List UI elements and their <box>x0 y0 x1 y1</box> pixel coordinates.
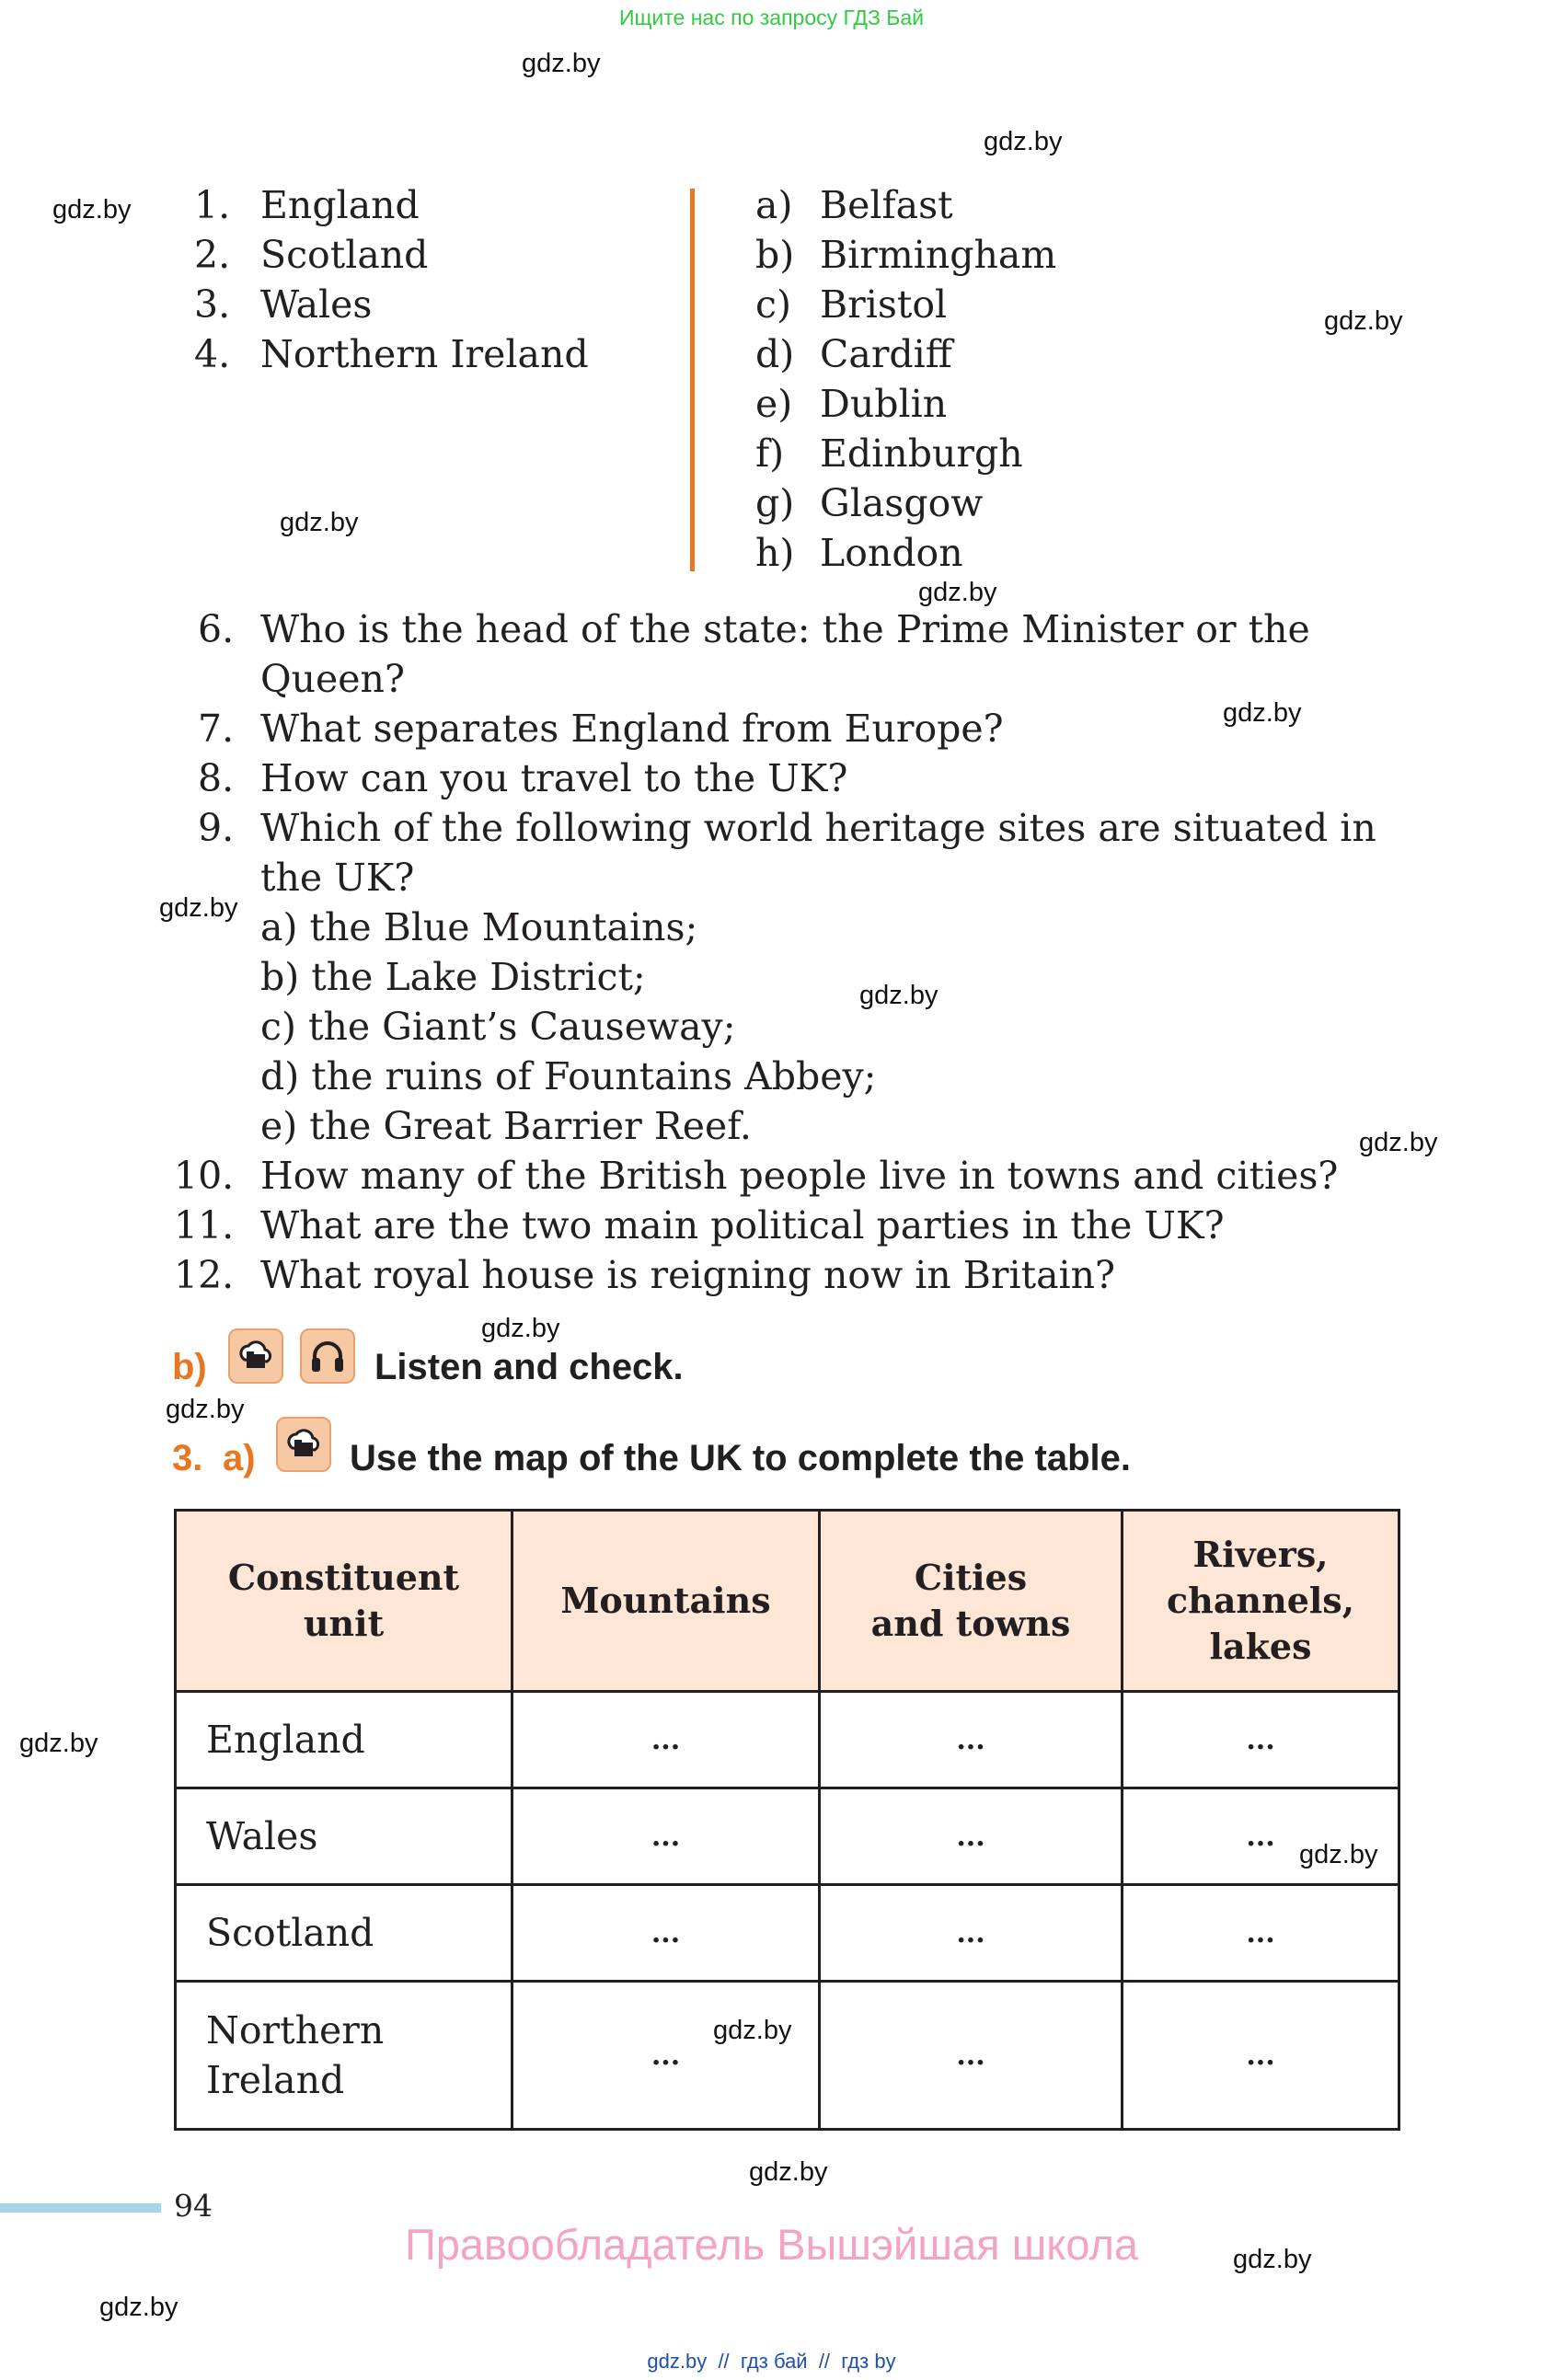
country-item <box>194 282 372 327</box>
country-item <box>194 233 428 277</box>
watermark: gdz.by <box>99 2293 178 2322</box>
header-constituent-unit: Constituent unit <box>176 1511 512 1692</box>
table-row <box>176 1885 1399 1982</box>
question-number: 10. <box>174 1154 235 1198</box>
watermark: gdz.by <box>984 127 1063 156</box>
city-letter: f) <box>755 431 785 476</box>
city-name: Cardiff <box>820 332 952 376</box>
city-item <box>755 282 947 327</box>
question-number: 6. <box>198 607 235 651</box>
uk-table <box>174 1509 1400 2131</box>
city-name: Belfast <box>820 183 953 227</box>
watermark: gdz.by <box>522 49 601 78</box>
top-banner[interactable]: Ищите нас по запросу ГДЗ Бай <box>618 6 925 29</box>
watermark: gdz.by <box>1233 2245 1312 2274</box>
site-item: e) the Great Barrier Reef. <box>260 1104 752 1148</box>
city-name: London <box>820 531 963 575</box>
site-item: b) the Lake District; <box>260 955 646 999</box>
rivers-cell[interactable]: ... <box>1123 1982 1399 2130</box>
country-number: 2. <box>194 233 231 277</box>
city-name: Dublin <box>820 382 948 426</box>
footer-bar <box>0 2203 161 2213</box>
column-divider <box>690 189 695 571</box>
cities-cell[interactable]: ... <box>820 1982 1123 2130</box>
city-name: Birmingham <box>820 233 1057 277</box>
country-number: 3. <box>194 282 231 327</box>
mountains-cell[interactable]: ... <box>512 1885 820 1982</box>
city-letter: e) <box>755 382 793 426</box>
city-item <box>755 183 953 227</box>
table-row <box>176 1788 1399 1885</box>
watermark: gdz.by <box>19 1729 98 1758</box>
watermark: gdz.by <box>166 1395 245 1424</box>
city-item <box>755 382 947 426</box>
unit-cell: Wales <box>176 1788 512 1885</box>
question-item <box>198 707 1004 751</box>
city-letter: g) <box>755 481 795 525</box>
question-text: the UK? <box>260 856 415 900</box>
watermark: gdz.by <box>1324 306 1403 336</box>
question-continuation <box>260 657 405 701</box>
header-cities: Cities and towns <box>820 1511 1123 1692</box>
watermark: gdz.by <box>280 508 359 537</box>
task-3-label: a) <box>223 1438 256 1478</box>
mountains-cell[interactable]: ... <box>512 1692 820 1788</box>
question-text: Queen? <box>260 657 405 701</box>
country-name: Wales <box>260 282 373 327</box>
question-text: What are the two main political parties in the UK? <box>260 1203 1225 1247</box>
question-item <box>174 1203 1225 1247</box>
question-text: What separates England from Europe? <box>260 707 1004 751</box>
watermark: gdz.by <box>918 578 997 607</box>
watermark: gdz.by <box>713 2016 792 2045</box>
city-item <box>755 332 952 376</box>
site-item: c) the Giant’s Causeway; <box>260 1005 736 1049</box>
task-b-instruction: Listen and check. <box>374 1347 684 1387</box>
table-row <box>176 1692 1399 1788</box>
rivers-cell[interactable]: ... <box>1123 1885 1399 1982</box>
watermark: gdz.by <box>859 981 938 1010</box>
country-name: Scotland <box>260 233 429 277</box>
task-3-instruction: Use the map of the UK to complete the table. <box>350 1438 1132 1478</box>
table-header-row <box>176 1511 1399 1692</box>
city-letter: b) <box>755 233 795 277</box>
table-row <box>176 1982 1399 2130</box>
unit-cell: Northern Ireland <box>176 1982 512 2130</box>
city-name: Edinburgh <box>820 431 1023 476</box>
city-name: Glasgow <box>820 481 984 525</box>
rivers-cell[interactable]: ... <box>1123 1788 1399 1885</box>
watermark: gdz.by <box>52 195 132 224</box>
country-item <box>194 332 589 376</box>
watermark: gdz.by <box>481 1314 560 1343</box>
city-letter: h) <box>755 531 795 575</box>
question-text: What royal house is reigning now in Britain? <box>260 1253 1116 1297</box>
question-text: How can you travel to the UK? <box>260 756 848 800</box>
city-item <box>755 431 1023 476</box>
page-number: 94 <box>174 2188 213 2224</box>
question-item <box>174 1154 1338 1198</box>
city-name: Bristol <box>820 282 948 327</box>
watermark: gdz.by <box>1223 698 1302 728</box>
question-text: How many of the British people live in towns and cities? <box>260 1154 1339 1198</box>
question-item <box>198 607 1310 651</box>
question-number: 9. <box>198 806 235 850</box>
city-item <box>755 481 983 525</box>
headphones-icon[interactable] <box>300 1328 355 1384</box>
cities-cell[interactable]: ... <box>820 1692 1123 1788</box>
cloud-folder-icon[interactable] <box>228 1328 283 1384</box>
cities-cell[interactable]: ... <box>820 1788 1123 1885</box>
question-continuation <box>260 856 414 900</box>
country-number: 1. <box>194 183 231 227</box>
watermark: gdz.by <box>1359 1128 1438 1157</box>
unit-cell: England <box>176 1692 512 1788</box>
question-number: 12. <box>174 1253 235 1297</box>
cloud-folder-icon[interactable] <box>276 1417 331 1472</box>
question-number: 8. <box>198 756 235 800</box>
country-name: Northern Ireland <box>260 332 589 376</box>
question-item <box>174 1253 1115 1297</box>
mountains-cell[interactable]: ... <box>512 1982 820 2130</box>
cities-cell[interactable]: ... <box>820 1885 1123 1982</box>
site-item: d) the ruins of Fountains Abbey; <box>260 1054 877 1098</box>
city-item <box>755 233 1056 277</box>
task-b-label: b) <box>172 1347 207 1387</box>
watermark: gdz.by <box>749 2157 828 2187</box>
mountains-cell[interactable]: ... <box>512 1788 820 1885</box>
question-number: 11. <box>174 1203 235 1247</box>
watermark: gdz.by <box>1299 1840 1378 1869</box>
header-mountains: Mountains <box>512 1511 820 1692</box>
question-item <box>198 806 1376 850</box>
city-letter: a) <box>755 183 793 227</box>
site-item: a) the Blue Mountains; <box>260 905 698 949</box>
unit-cell: Scotland <box>176 1885 512 1982</box>
bottom-links[interactable]: gdz.by // гдз бай // гдз by <box>647 2350 896 2373</box>
task-number: 3. <box>172 1438 203 1478</box>
city-letter: d) <box>755 332 795 376</box>
city-item <box>755 531 963 575</box>
country-number: 4. <box>194 332 231 376</box>
watermark: gdz.by <box>159 893 238 923</box>
question-text: Who is the head of the state: the Prime Minister or the <box>260 607 1310 651</box>
city-letter: c) <box>755 282 791 327</box>
country-name: England <box>260 183 420 227</box>
question-number: 7. <box>198 707 235 751</box>
question-item <box>198 756 847 800</box>
header-rivers: Rivers, channels, lakes <box>1123 1511 1399 1692</box>
rivers-cell[interactable]: ... <box>1123 1692 1399 1788</box>
copyright-notice: Правообладатель Вышэйшая школа <box>404 2220 1139 2269</box>
question-text: Which of the following world heritage sites are situated in <box>260 806 1376 850</box>
country-item <box>194 183 420 227</box>
